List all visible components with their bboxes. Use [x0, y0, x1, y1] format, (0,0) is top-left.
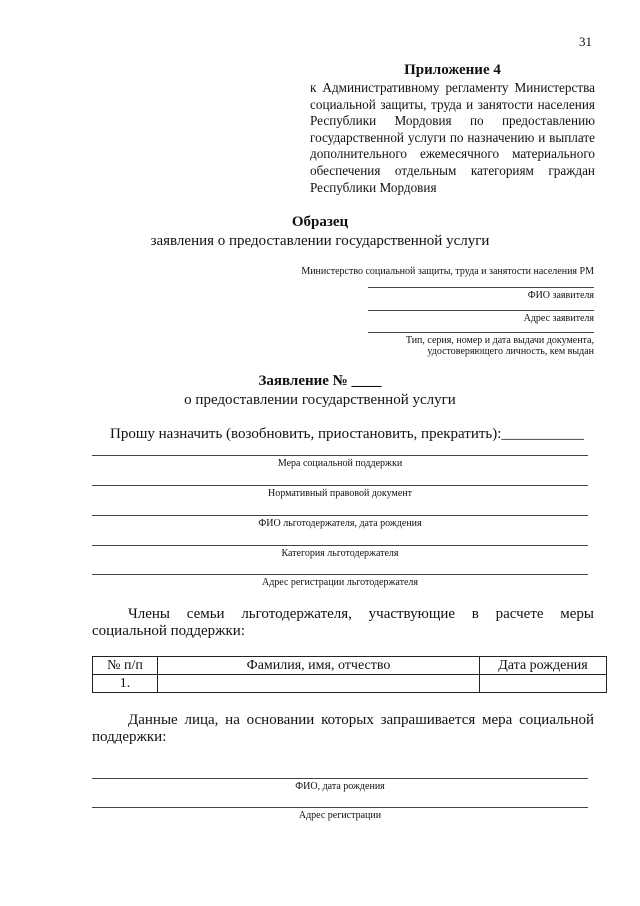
page-number: 31 [579, 34, 592, 49]
row-birthdate-cell [480, 675, 607, 693]
row-number: 1. [93, 675, 158, 693]
sample-subtitle: заявления о предоставлении государственной услуги [150, 233, 490, 249]
person-field-caption: Адрес регистрации [298, 810, 382, 821]
fio-line [368, 287, 594, 288]
appendix-text: к Административному регламенту Министерства социальной защиты, труда и занятости населения Республики Мордовия по предоставлению государственной услуги по назначению и выплате дополнительного ежемесячного материального обеспечения отдельным категориям граждан Республики Мордовия [310, 80, 595, 195]
request-line: Прошу назначить (возобновить, приостановить, прекратить):___________ [110, 426, 584, 442]
application-subtitle: о предоставлении государственной услуги [184, 392, 456, 408]
doc-line [368, 332, 594, 333]
doc-label-2: удостоверяющего личность, кем выдан [427, 346, 594, 357]
doc-label-1: Тип, серия, номер и дата выдачи документа, [405, 335, 594, 346]
field-line [92, 515, 588, 516]
family-intro: Члены семьи льготодержателя, участвующие в расчете меры социальной поддержки: [92, 606, 594, 639]
person-field-caption: ФИО, дата рождения [295, 781, 385, 792]
sample-title: Образец [291, 214, 349, 230]
fio-label: ФИО заявителя [527, 290, 594, 301]
col-number: № п/п [93, 657, 158, 675]
table-header-row [93, 657, 607, 675]
field-line [92, 545, 588, 546]
row-fio-cell [158, 675, 480, 693]
field-caption: Мера социальной поддержки [277, 458, 403, 469]
field-line [92, 574, 588, 575]
application-title: Заявление № ____ [258, 373, 382, 389]
field-caption: ФИО льготодержателя, дата рождения [258, 518, 422, 529]
table-row [93, 675, 607, 693]
person-intro: Данные лица, на основании которых запрашивается мера социальной поддержки: [92, 712, 594, 745]
address-label: Адрес заявителя [523, 313, 594, 324]
field-line [92, 455, 588, 456]
col-fio: Фамилия, имя, отчество [158, 657, 480, 675]
field-caption: Категория льготодержателя [281, 548, 399, 559]
address-line [368, 310, 594, 311]
appendix-title: Приложение 4 [404, 62, 501, 78]
person-field-line [92, 807, 588, 808]
ministry-line: Министерство социальной защиты, труда и занятости населения РМ [301, 266, 594, 277]
person-field-line [92, 778, 588, 779]
col-birthdate: Дата рождения [480, 657, 607, 675]
field-caption: Нормативный правовой документ [268, 488, 412, 499]
family-table [92, 656, 607, 693]
field-line [92, 485, 588, 486]
field-caption: Адрес регистрации льготодержателя [262, 577, 418, 588]
